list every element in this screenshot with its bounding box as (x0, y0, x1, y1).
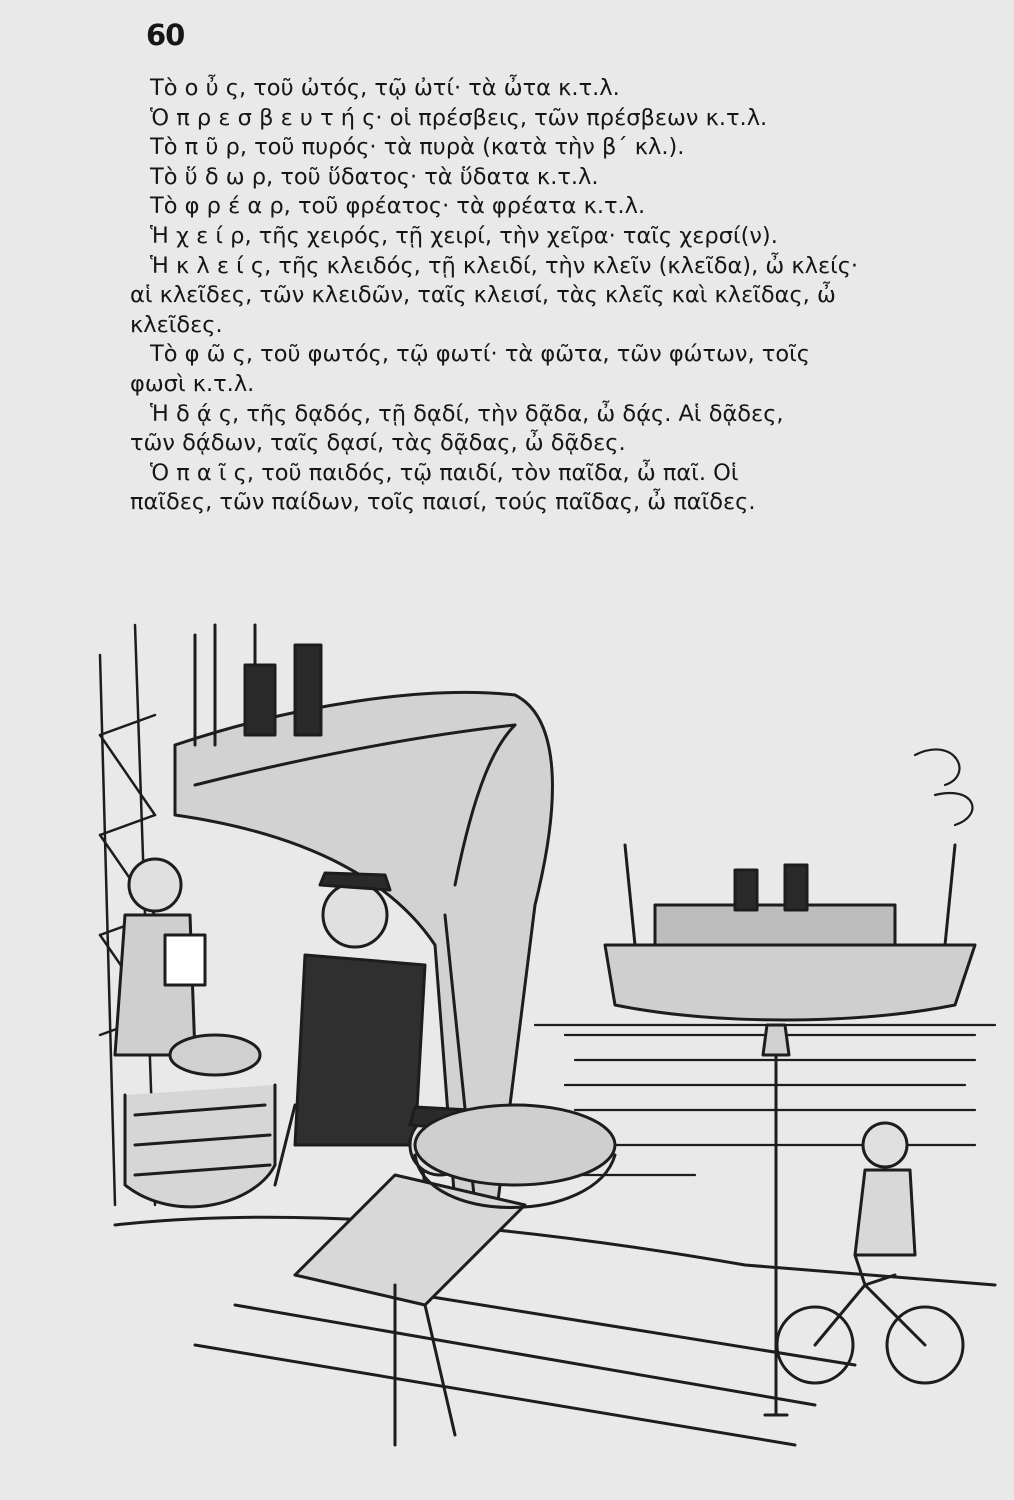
sailor-figure (275, 873, 425, 1185)
harbor-illustration (95, 585, 1014, 1465)
text-line: Ἡ κ λ ε ί ς, τῆς κλειδός, τῇ κλειδί, τὴν κλεῖν (κλεῖδα), ὦ κλείς· (150, 252, 859, 279)
cargo-baskets (125, 1035, 275, 1207)
text-line: αἱ κλεῖδες, τῶν κλειδῶν, ταῖς κλεισί, τὰς κλεῖς καὶ κλεῖδας, ὦ (130, 282, 836, 309)
text-body (130, 74, 890, 518)
text-line: Τὸ ο ὖ ς, τοῦ ὠτός, τῷ ὠτί· τὰ ὦτα κ.τ.λ. (150, 75, 620, 101)
text-line: Ἡ δ ᾴ ς, τῆς δᾳδός, τῇ δᾳδί, τὴν δᾷδα, ὦ δᾴς. Αἱ δᾷδες, (150, 400, 784, 427)
porter-figure (295, 1105, 615, 1445)
text-line: παῖδες, τῶν παίδων, τοῖς παισί, τούς παῖδας, ὦ παῖδες. (130, 489, 756, 516)
text-line: Ὁ π α ῖ ς, τοῦ παιδός, τῷ παιδί, τὸν παῖδα, ὦ παῖ. Οἱ (150, 459, 739, 486)
clerk-figure (115, 859, 205, 1055)
text-line: Ἡ χ ε ί ρ, τῆς χειρός, τῇ χειρί, τὴν χεῖρα· ταῖς χερσί(ν). (150, 222, 778, 249)
page-number: 60 (146, 18, 185, 52)
cyclist-figure (777, 1123, 963, 1383)
text-line: Τὸ φ ῶ ς, τοῦ φωτός, τῷ φωτί· τὰ φῶτα, τῶν φώτων, τοῖς (150, 341, 810, 368)
text-line: τῶν δᾴδων, ταῖς δᾳσί, τὰς δᾷδας, ὦ δᾷδες. (130, 430, 626, 457)
text-line: Ὁ π ρ ε σ β ε υ τ ή ς· οἱ πρέσβεις, τῶν πρέσβεων κ.τ.λ. (150, 104, 768, 131)
text-line: φωσὶ κ.τ.λ. (130, 370, 255, 397)
text-line: Τὸ ὕ δ ω ρ, τοῦ ὕδατος· τὰ ὕδατα κ.τ.λ. (150, 163, 599, 190)
ship-funnels (195, 625, 321, 745)
lamp-post (763, 1025, 789, 1415)
text-line: Τὸ φ ρ έ α ρ, τοῦ φρέατος· τὰ φρέατα κ.τ.λ. (150, 193, 646, 220)
text-line: κλεῖδες. (130, 311, 223, 338)
text-line: Τὸ π ῦ ρ, τοῦ πυρός· τὰ πυρὰ (κατὰ τὴν β΄ κλ.). (150, 134, 685, 161)
distant-ship (605, 845, 975, 1020)
